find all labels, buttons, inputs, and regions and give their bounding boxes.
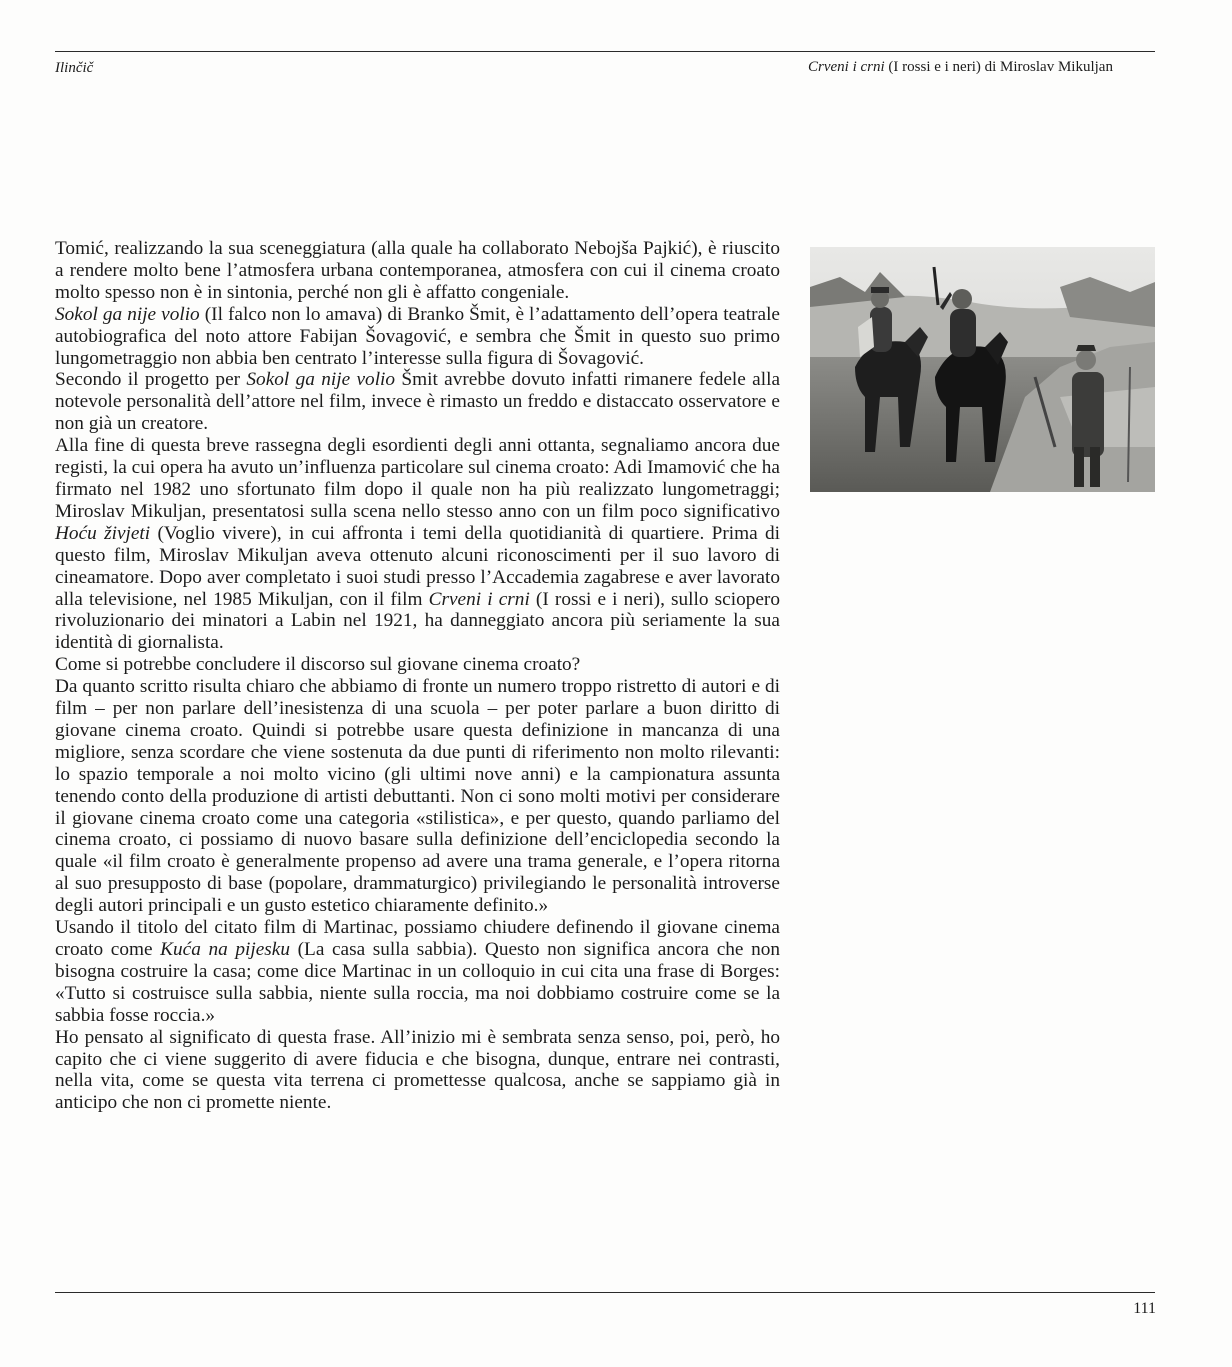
paragraph: Come si potrebbe concludere il discorso sul giovane cinema croato?	[55, 654, 581, 676]
header-rule	[55, 51, 1155, 52]
paragraph	[55, 917, 780, 1027]
paragraph	[55, 304, 780, 370]
paragraph: Da quanto scritto risulta chiaro che abbiamo di fronte un numero troppo ristretto di autori e di film – per non parlare dell’inesistenza di una scuola – per poter parlare a buon diritto di giovane cinema croato. Quindi si potrebbe usare questa definizione in mancanza di una migliore, senza scordare che viene sostenuta da due punti di riferimento non molto rilevanti: lo spazio temporale a noi molto vicino (gli ultimi nove anni) e la campionatura assunta tenendo conto della produzione di artisti debuttanti. Non ci sono molti motivi per considerare il giovane cinema croato come una categoria «stilistica», e per questo, quando parliamo del cinema croato, ci possiamo di nuovo basare sulla definizione dell’enciclopedia secondo la quale «il film croato è generalmente propenso ad avere una trama generale, e l’opera ritorna al suo presupposto di base (popolare, drammaturgico) privilegiando le personalità introverse degli autori principali e un gusto estetico chiaramente definito.»	[55, 676, 780, 917]
paragraph	[55, 369, 780, 435]
film-title: Sokol ga nije volio	[55, 303, 200, 325]
paragraph-text: Šmit avrebbe dovuto infatti rimanere fedele alla notevole personalità dell’attore nel film, invece è rimasto un freddo e distaccato osservatore e non già un creatore.	[55, 369, 780, 435]
photo-caption	[808, 58, 1148, 77]
paragraph: Ho pensato al significato di questa frase. All’inizio mi è sembrata senza senso, poi, però, ho capito che ci viene suggerito di avere fiducia e che bisogna, dunque, entrare nei contrasti, nella vita, come se questa vita terrena ci promettesse qualcosa, anche se sappiamo già in anticipo che non ci promette niente.	[55, 1026, 780, 1114]
film-title: Hoću živjeti	[55, 522, 151, 544]
article-body	[55, 238, 780, 1114]
paragraph-text: (La casa sulla sabbia). Questo non significa ancora che non bisogna costruire la casa; come dice Martinac in un colloquio in cui cita una frase di Borges: «Tutto si costruisce sulla sabbia, niente sulla roccia, ma noi dobbiamo costruire come se la sabbia fosse roccia.»	[55, 939, 780, 1026]
paragraph-text: (Voglio vivere), in cui affronta i temi della quotidianità di quartiere. Prima di questo film, Miroslav Mikuljan aveva ottenuto alcuni riconoscimenti per il suo lavoro di cineamatore. Dopo aver completato i suoi studi presso l’Accademia zagabrese e aver lavorato alla televisione, nel 1985 Mikuljan, con il film	[55, 522, 780, 610]
paragraph	[55, 435, 780, 654]
film-title: Crveni i crni	[428, 588, 530, 610]
running-head-author: Ilinčič	[55, 60, 94, 76]
paragraph: Tomić, realizzando la sua sceneggiatura (alla quale ha collaborato Nebojša Pajkić), è riuscito a rendere molto bene l’atmosfera urbana contemporanea, atmosfera con cui il cinema croato molto spesso non è in sintonia, perché non gli è affatto congeniale.	[55, 238, 780, 303]
paragraph-text: (Il falco non lo amava) di Branko Šmit, è l’adattamento dell’opera teatrale autobiografica del noto attore Fabijan Šovagović, e sembra che Šmit in questo suo primo lungometraggio non abbia ben centrato l’interesse sulla figura di Šovagović.	[55, 303, 780, 369]
paragraph-text: Alla fine di questa breve rassegna degli esordienti degli anni ottanta, segnaliamo ancora due registi, la cui opera ha avuto un’influenza particolare sul cinema croato: Adi Imamović che ha firmato nel 1982 uno sfortunato film dopo il quale non ha più realizzato lungometraggi; Miroslav Mikuljan, presentatosi sulla scena nello stesso anno con un film poco significativo	[55, 435, 780, 522]
film-still-photo	[810, 247, 1155, 492]
film-title: Sokol ga nije volio	[246, 369, 396, 391]
page-number: 111	[1133, 1300, 1156, 1317]
footer-rule	[55, 1292, 1155, 1293]
paragraph-text: Usando il titolo del citato film di Martinac, possiamo chiudere definendo il giovane cinema croato come	[55, 917, 780, 960]
paragraph-text: Secondo il progetto per	[55, 369, 247, 391]
film-title: Kuća na pijesku	[160, 939, 290, 960]
caption-film-title: Crveni i crni	[808, 59, 885, 75]
caption-film-details: (I rossi e i neri) di Miroslav Mikuljan	[884, 59, 1113, 75]
paragraph-text: (I rossi e i neri), sullo sciopero rivoluzionario dei minatori a Labin nel 1921, ha danneggiato ancora più seriamente la sua identità di giornalista.	[55, 588, 780, 654]
